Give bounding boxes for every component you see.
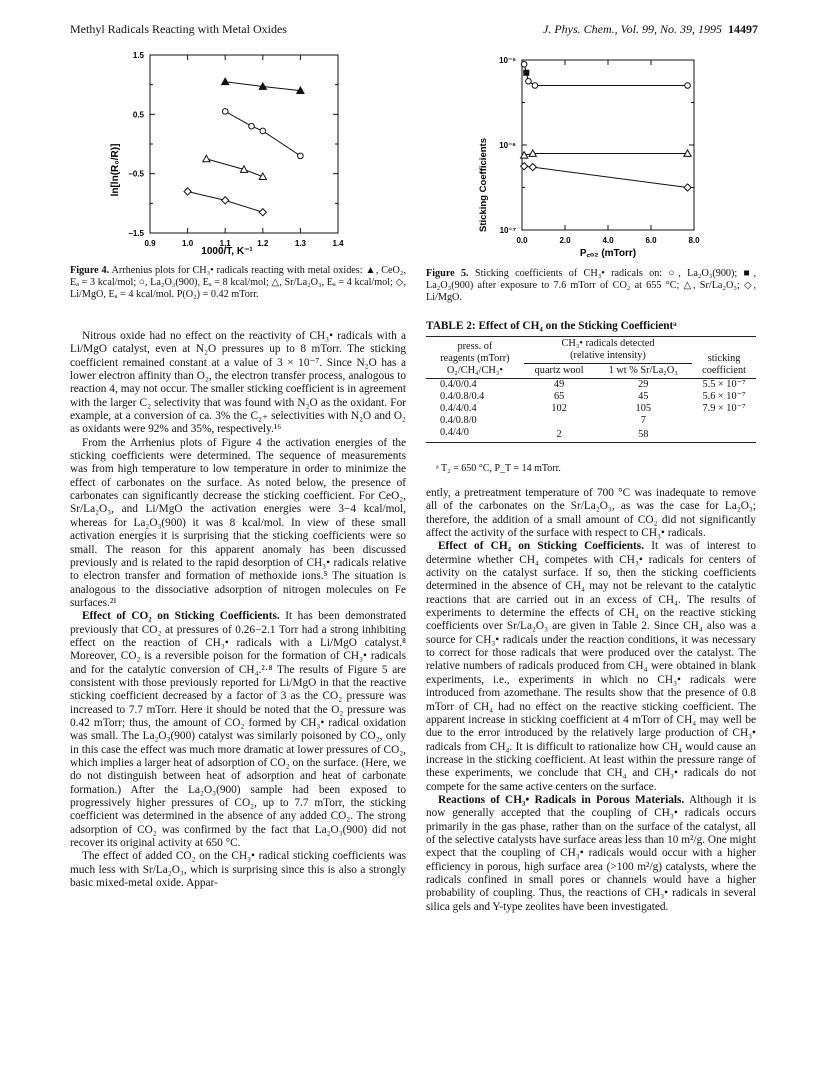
cell-pressure: 0.4/0.8/0: [440, 415, 477, 426]
x-tick-label: 4.0: [602, 236, 614, 245]
x-tick-label: 8.0: [688, 236, 700, 245]
data-point-diamond: [259, 209, 266, 216]
y-tick-label: 1.5: [132, 51, 144, 60]
x-tick-label: 1.0: [182, 239, 194, 248]
cell-quartz: [524, 415, 595, 427]
figure-5-marks: [521, 61, 692, 191]
paragraph-body: Although it is now generally accepted that the coupling of CH₃• radicals occurs primarily in the gas phase, rather than on the surface of the catalyst, all of the selective catalysts have surface areas less than 10 m²/g. One might expect that the coupling of CH₃• radicals would occur with a higher efficiency in porous, high surface area (>100 m²/g) catalysts, where the radicals confined in small pores or channels would have a higher probability of coupling. Thus, the reactions of CH₃• radicals in several silica gels and Y-type zeolites have been investigated.: [426, 793, 756, 913]
figure-4-y-label: ln[ln(R₀/R)]: [110, 143, 121, 197]
x-tick-label: 0.9: [144, 239, 156, 248]
data-point-circle: [260, 128, 266, 134]
header-text: O₂/CH₄/CH₃•: [446, 365, 503, 376]
paragraph: Nitrous oxide had no effect on the reactivity of CH₃• radicals with a Li/MgO catalyst, even at N₂O pressures up to 8 mTorr. The sticking coefficient remained constant at a value of 3 × 10⁻⁷. Since N₂O has a lower electron affinity than O₂, the electron transfer process, analogous to reaction 4, may not occur. The smaller sticking coefficient is in agreement with the larger C₂ selectivity that was found with N₂O as the oxidant. For example, at a conversion of ca. 3% the C₂₊ selectivities with N₂O and O₂ as oxidants were 92% and 35%, respectively.¹⁶: [70, 330, 406, 436]
cell-sticking: [692, 427, 756, 443]
data-point-diamond: [529, 164, 536, 171]
x-tick-label: 1.2: [257, 239, 269, 248]
series-line: [206, 159, 262, 177]
figure-4-axes: [128, 51, 344, 248]
figure-5-caption-text: Sticking coefficients of CH₃• radicals on: ○, La₂O₃(900); ■, La₂O₃(900) after exposure to 7.6 mTorr of CO₂ at 655 °C; △, Sr/La₂O₃; ◇, Li/MgO.: [426, 268, 756, 303]
y-tick-label: 10⁻⁷: [499, 226, 516, 235]
data-point-circle: [685, 83, 691, 89]
data-point-circle: [521, 61, 527, 67]
header-text: CH₃• radicals detected: [561, 338, 655, 349]
cell-quartz: 49: [553, 379, 565, 390]
header-text: reagents (mTorr): [440, 353, 510, 364]
x-tick-label: 1.1: [219, 239, 231, 248]
figure-4-x-label: 1000/T, K⁻¹: [201, 246, 253, 257]
table-row: [426, 403, 756, 415]
running-header-journal: [543, 22, 758, 37]
table-2: [426, 336, 756, 443]
data-point-filled-square: [523, 70, 529, 76]
table-2-header-sticking: [692, 337, 756, 379]
figure-4-caption: [70, 265, 406, 301]
running-header-title: Methyl Radicals Reacting with Metal Oxides: [70, 22, 287, 36]
data-point-triangle: [203, 155, 210, 161]
journal-citation: J. Phys. Chem., Vol. 99, No. 39, 1995: [543, 22, 722, 36]
cell-pressure: 0.4/4/0.4: [440, 403, 477, 414]
table-row: [426, 427, 756, 443]
table-row: [426, 391, 756, 403]
section-heading: Effect of CH₄ on Sticking Coefficients.: [438, 540, 645, 553]
header-text: (relative intensity): [570, 350, 646, 361]
left-column: [70, 330, 406, 890]
cell-quartz: 65: [553, 391, 565, 402]
data-point-diamond: [684, 184, 691, 191]
cell-sticking: [692, 415, 756, 427]
data-point-diamond: [222, 197, 229, 204]
y-tick-label: 10⁻⁵: [499, 56, 516, 65]
paragraph-body: It was of interest to determine whether CH₄ competes with CH₃• radicals for centers of activity on the catalyst surface. If so, then the sticking coefficients determined in the absence of CH₄ may not be relevant to the catalytic reactions that are carried out in an excess of CH₄. The results of experiments to determine the effects of CH₄ on the reactive sticking coefficients over Sr/La₂O₃ are given in Table 2. Since CH₄ also was a source for CH₃• radicals under the reaction conditions, it was necessary to correct for those radicals that were produced over the catalyst. The relative numbers of radicals produced from CH₄ were obtained in blank experiments, i.e., experiments in which no CH₃• radicals were introduced from azomethane. The results show that the presence of 0.8 mTorr of CH₄ had no effect on the reactive sticking coefficient. The apparent increase in sticking coefficient at 4 mTorr of CH₄ may well be due to the error introduced by the relatively large production of CH₃• radicals from CH₄. It is difficult to rationalize how CH₄ would cause an increase in the sticking coefficient. At least within the pressure range of these experiments, we conclude that CH₄ and CH₃• radicals do not compete for the same active centers on the surface.: [426, 540, 756, 793]
section-heading: Reactions of CH₃• Radicals in Porous Materials.: [438, 793, 685, 806]
cell-sr: 58: [638, 428, 649, 440]
figure-5-caption: [426, 268, 756, 304]
y-tick-label: 10⁻⁶: [499, 141, 516, 150]
right-column: [426, 487, 756, 914]
paragraph: [70, 610, 406, 850]
page-number: 14497: [728, 22, 758, 36]
cell-sticking: 5.5 × 10⁻⁷: [702, 379, 746, 390]
cell-sr: 29: [638, 379, 649, 390]
section-heading: Effect of CO₂ on Sticking Coefficients.: [82, 610, 280, 623]
figure-4-marks: [184, 78, 304, 216]
y-tick-label: −1.5: [128, 229, 144, 238]
x-tick-label: 6.0: [645, 236, 657, 245]
cell-quartz: 2: [556, 428, 562, 440]
table-row: [426, 379, 756, 392]
cell-sr: 105: [635, 403, 651, 414]
figure-5-caption-label: Figure 5.: [426, 268, 469, 279]
series-line: [524, 64, 687, 85]
data-point-circle: [526, 78, 532, 84]
data-point-circle: [532, 83, 538, 89]
y-tick-label: 0.5: [132, 110, 144, 120]
paragraph-body: It has been demonstrated previously that CO₂ at pressures of 0.26−2.1 Torr had a strong inhibiting effect on the reaction of CH₃• radicals with a Li/MgO catalyst.⁸ Moreover, CO₂ is a reversible poison for the formation of CH₃• radicals and for the catalytic conversion of CH₄.²·⁸ The results of Figure 5 are consistent with those previously reported for Li/MgO in that the reactive sticking coefficient decreased by a factor of 3 as the CO₂ pressure was increased to 7.7 mTorr. Here it should be noted that the O₂ pressure was 0.42 mTorr; thus, the amount of CO₂ formed by CH₃• radical oxidation was small. The La₂O₃(900) catalyst was similarly poisoned by CO₂, only in this case the effect was much more dramatic at lower pressures of CO₂, which implies a larger heat of adsorption of CO₂ on the surface. (Here, we do not distinguish between heat of adsorption and heat of carbonate formation.) After the La₂O₃(900) sample had been exposed to progressively higher pressures of CO₂, up to 7.7 mTorr, the sticking coefficient was determined in the absence of any added CO₂. The strong adsorption of CO₂ was confirmed by the fact that La₂O₃(900) did not recover its original activity at 650 °C.: [70, 610, 406, 850]
figure-5-y-label: Sticking Coefficients: [478, 138, 489, 232]
data-point-circle: [222, 109, 228, 115]
data-point-triangle: [259, 173, 266, 179]
table-2-title: TABLE 2: Effect of CH₄ on the Sticking Coefficientᵃ: [426, 320, 677, 332]
header-text: press. of: [457, 341, 493, 352]
y-tick-label: −0.5: [128, 169, 144, 179]
cell-sticking: 7.9 × 10⁻⁷: [702, 403, 746, 414]
table-row: [426, 415, 756, 427]
cell-pressure: 0.4/0/0.4: [440, 379, 477, 390]
header-text: sticking: [707, 353, 741, 364]
cell-sticking: 5.6 × 10⁻⁷: [702, 391, 746, 402]
series-line: [524, 166, 687, 187]
cell-sr: 45: [638, 391, 649, 402]
data-point-circle: [298, 153, 304, 159]
x-tick-label: 1.4: [332, 239, 344, 248]
figure-5-sticking-plot: [470, 45, 730, 260]
x-tick-label: 2.0: [559, 236, 571, 245]
data-point-diamond: [184, 188, 191, 195]
paragraph: [426, 794, 756, 914]
figure-4-caption-text: Arrhenius plots for CH₃• radicals reacting with metal oxides: ▲, CeO₂, Eₐ = 3 kcal/mol; ○, La₂O₃(900), Eₐ = 8 kcal/mol; △, Sr/La₂O₃, Eₐ = 4 kcal/mol; ◇, Li/MgO, Eₐ = 4 kcal/mol. P(O₂) = 0.42 mTorr.: [70, 265, 406, 300]
paragraph: [426, 540, 756, 794]
paragraph: The effect of added CO₂ on the CH₃• radical sticking coefficients was much less with Sr/La₂O₃, which is surprising since this is also a strongly basic mixed-metal oxide. Appar-: [70, 850, 406, 890]
table-2-header-quartz: quartz wool: [534, 365, 584, 376]
x-tick-label: 0.0: [516, 236, 528, 245]
data-point-circle: [249, 123, 255, 129]
cell-pressure: 0.4/0.8/0.4: [440, 391, 485, 402]
cell-quartz: 102: [551, 403, 567, 414]
table-2-header-group: [524, 337, 692, 364]
paragraph: ently, a pretreatment temperature of 700 °C was inadequate to remove all of the carbonates on the Sr/La₂O₃, as was the case for La₂O₃; therefore, the addition of a small amount of CO₂ did not significantly affect the activity of the surface with respect to CH₃• radicals.: [426, 487, 756, 540]
table-2-footnote: ᵃ T₂ = 650 °C, P_T = 14 mTorr.: [436, 463, 561, 474]
table-2-header-sr: 1 wt % Sr/La₂O₃: [608, 365, 678, 376]
series-line: [524, 154, 687, 156]
figure-4-caption-label: Figure 4.: [70, 265, 110, 276]
table-2-header-pressure: [426, 337, 524, 379]
cell-sr: 7: [640, 415, 646, 426]
header-text: coefficient: [702, 365, 746, 376]
figure-4-arrhenius-plot: [70, 45, 410, 260]
cell-pressure: 0.4/4/0: [440, 427, 469, 438]
paragraph: From the Arrhenius plots of Figure 4 the activation energies of the sticking coefficients were determined. The sequence of measurements was from high temperature to low temperature in order to minimize the effect of carbonates on the surface. As noted below, the presence of carbonates can significantly decrease the sticking coefficient. For CeO₂, Sr/La₂O₃, and Li/MgO the activation energies were 3−4 kcal/mol, whereas for La₂O₃(900) it was 8 kcal/mol. In view of these small activation energies it is surprising that the sticking coefficients were so small. The reason for this apparent anomaly has been discussed previously and is related to the rapid desorption of CH₃• radicals relative to electron transfer and formation of methoxide ions.⁵ The situation is analogous to the dissociative adsorption of nitrogen molecules on Fe surfaces.²¹: [70, 436, 406, 609]
data-point-filled-triangle: [222, 78, 229, 84]
figure-5-x-label: P꜀ₒ₂ (mTorr): [579, 248, 637, 259]
x-tick-label: 1.3: [294, 239, 306, 248]
